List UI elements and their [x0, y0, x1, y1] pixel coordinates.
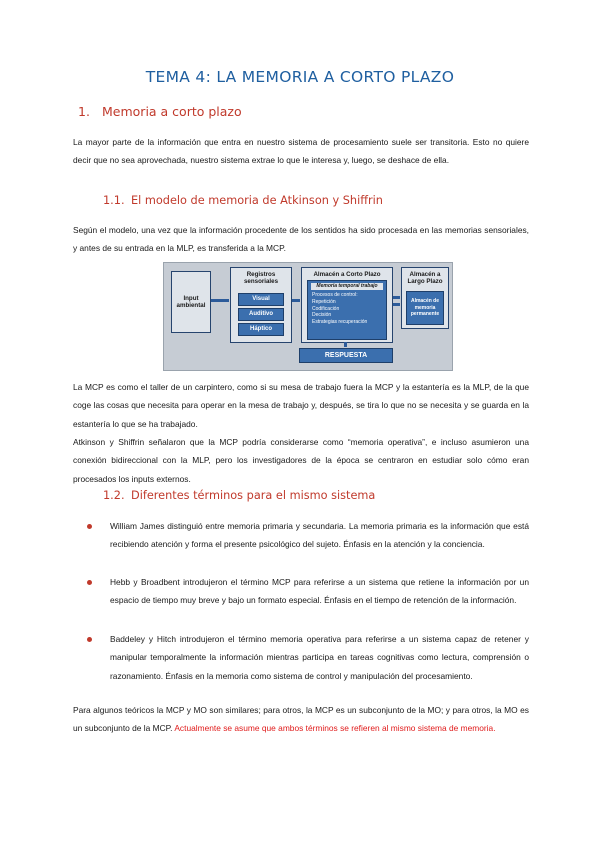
sensory-title: Registros sensoriales — [243, 271, 279, 285]
input-box — [171, 271, 211, 333]
mlp-inner — [406, 291, 444, 325]
paragraph-conclusion — [73, 701, 529, 738]
paragraph-model: Según el modelo, una vez que la información procedente de los sentidos ha sido procesada en las memorias sensoriales, y antes de su entrada en la MLP, es transferida a la MCP. — [73, 225, 529, 254]
long-term-store-box — [401, 267, 449, 329]
sensory-item: Háptico — [238, 323, 284, 336]
section-number: 1.2. — [103, 489, 125, 502]
bullet-dot — [87, 524, 92, 529]
sensory-item: Auditivo — [238, 308, 284, 321]
list-item: William James distinguió entre memoria primaria y secundaria. La memoria primaria es la información que está recibiendo atención y forma el presente psicológico del sujeto. Énfasis en la atención y la conciencia. — [110, 521, 529, 550]
bullet-dot — [87, 580, 92, 585]
paragraph-carpenter: La MCP es como el taller de un carpintero, como si su mesa de trabajo fuera la MCP y la estantería es la MLP, de la que coge las cosas que necesita para operar en la mesa de trabajo y, después, se tira lo que no se necesita y se guarda en la estantería lo que se ha trabajado. — [73, 382, 529, 429]
mcp-process: Codificación — [312, 305, 340, 312]
section-label: Memoria a corto plazo — [102, 104, 242, 119]
section-heading-1 — [78, 104, 242, 119]
section-number: 1. — [78, 104, 90, 119]
bullet-dot — [87, 637, 92, 642]
mlp-title: Almacén a Largo Plazo — [407, 271, 443, 285]
list-item: Baddeley y Hitch introdujeron el término memoria operativa para referirse a un sistema capaz de retener y manipular temporalmente la información mientras participa en tareas cognitivas como lectura, comprensión o razonamiento. Énfasis en la memoria como sistema de control y manipulación del procesamiento. — [110, 634, 529, 681]
section-label: El modelo de memoria de Atkinson y Shiffrin — [131, 194, 383, 207]
mcp-subtitle: Memoria temporal trabajo — [311, 283, 383, 290]
input-label: Input ambiental — [176, 295, 206, 309]
section-label: Diferentes términos para el mismo sistema — [131, 489, 376, 502]
sensory-item: Visual — [238, 293, 284, 306]
arrow — [292, 299, 300, 302]
conclusion-text: Para algunos teóricos la MCP y MO son similares; para otros, la MCP es un subconjunto de la MO; y para otros, la MO es un subconjunto de la MCP. — [73, 705, 529, 734]
mlp-body: Almacén de memoria permanente — [410, 298, 440, 318]
response-box: RESPUESTA — [299, 348, 393, 363]
arrow — [393, 296, 400, 299]
sensory-registers-box — [230, 267, 292, 343]
mcp-inner — [307, 280, 387, 340]
mcp-process: Decisión — [312, 312, 332, 318]
atkinson-shiffrin-diagram — [163, 262, 453, 371]
mcp-title: Almacén a Corto Plazo — [313, 271, 381, 278]
arrow — [393, 303, 400, 306]
short-term-store-box — [301, 267, 393, 343]
section-number: 1.1. — [103, 194, 125, 207]
paragraph-intro: La mayor parte de la información que entra en nuestro sistema de procesamiento suele ser transitoria. Esto no quiere decir que no sea aprovechada, nuestro sistema extrae lo que le interesa y, luego, se deshace de ella. — [73, 137, 529, 166]
arrow — [211, 299, 229, 302]
conclusion-highlight: Actualmente se asume que ambos términos se refieren al mismo sistema de memoria. — [174, 723, 496, 734]
page-title: TEMA 4: LA MEMORIA A CORTO PLAZO — [145, 68, 455, 86]
section-heading-1-2 — [103, 489, 375, 502]
mcp-process: Procesos de control: — [312, 292, 358, 298]
arrow — [344, 342, 347, 347]
list-item: Hebb y Broadbent introdujeron el término MCP para referirse a un sistema que retiene la información por un espacio de tiempo muy breve y bajo un formato especial. Énfasis en el tiempo de retención de la información. — [110, 577, 529, 606]
mcp-process: Repetición — [312, 299, 336, 305]
section-heading-1-1 — [103, 194, 383, 207]
paragraph-atkinson: Atkinson y Shiffrin señalaron que la MCP podría considerarse como “memoria operativa”, e incluso asumieron una conexión bidireccional con la MLP, pero los investigadores de la época se centraron en estudiar solo cómo eran procesados los inputs externos. — [73, 437, 529, 484]
mcp-process: Estrategias recuperación — [312, 318, 368, 325]
